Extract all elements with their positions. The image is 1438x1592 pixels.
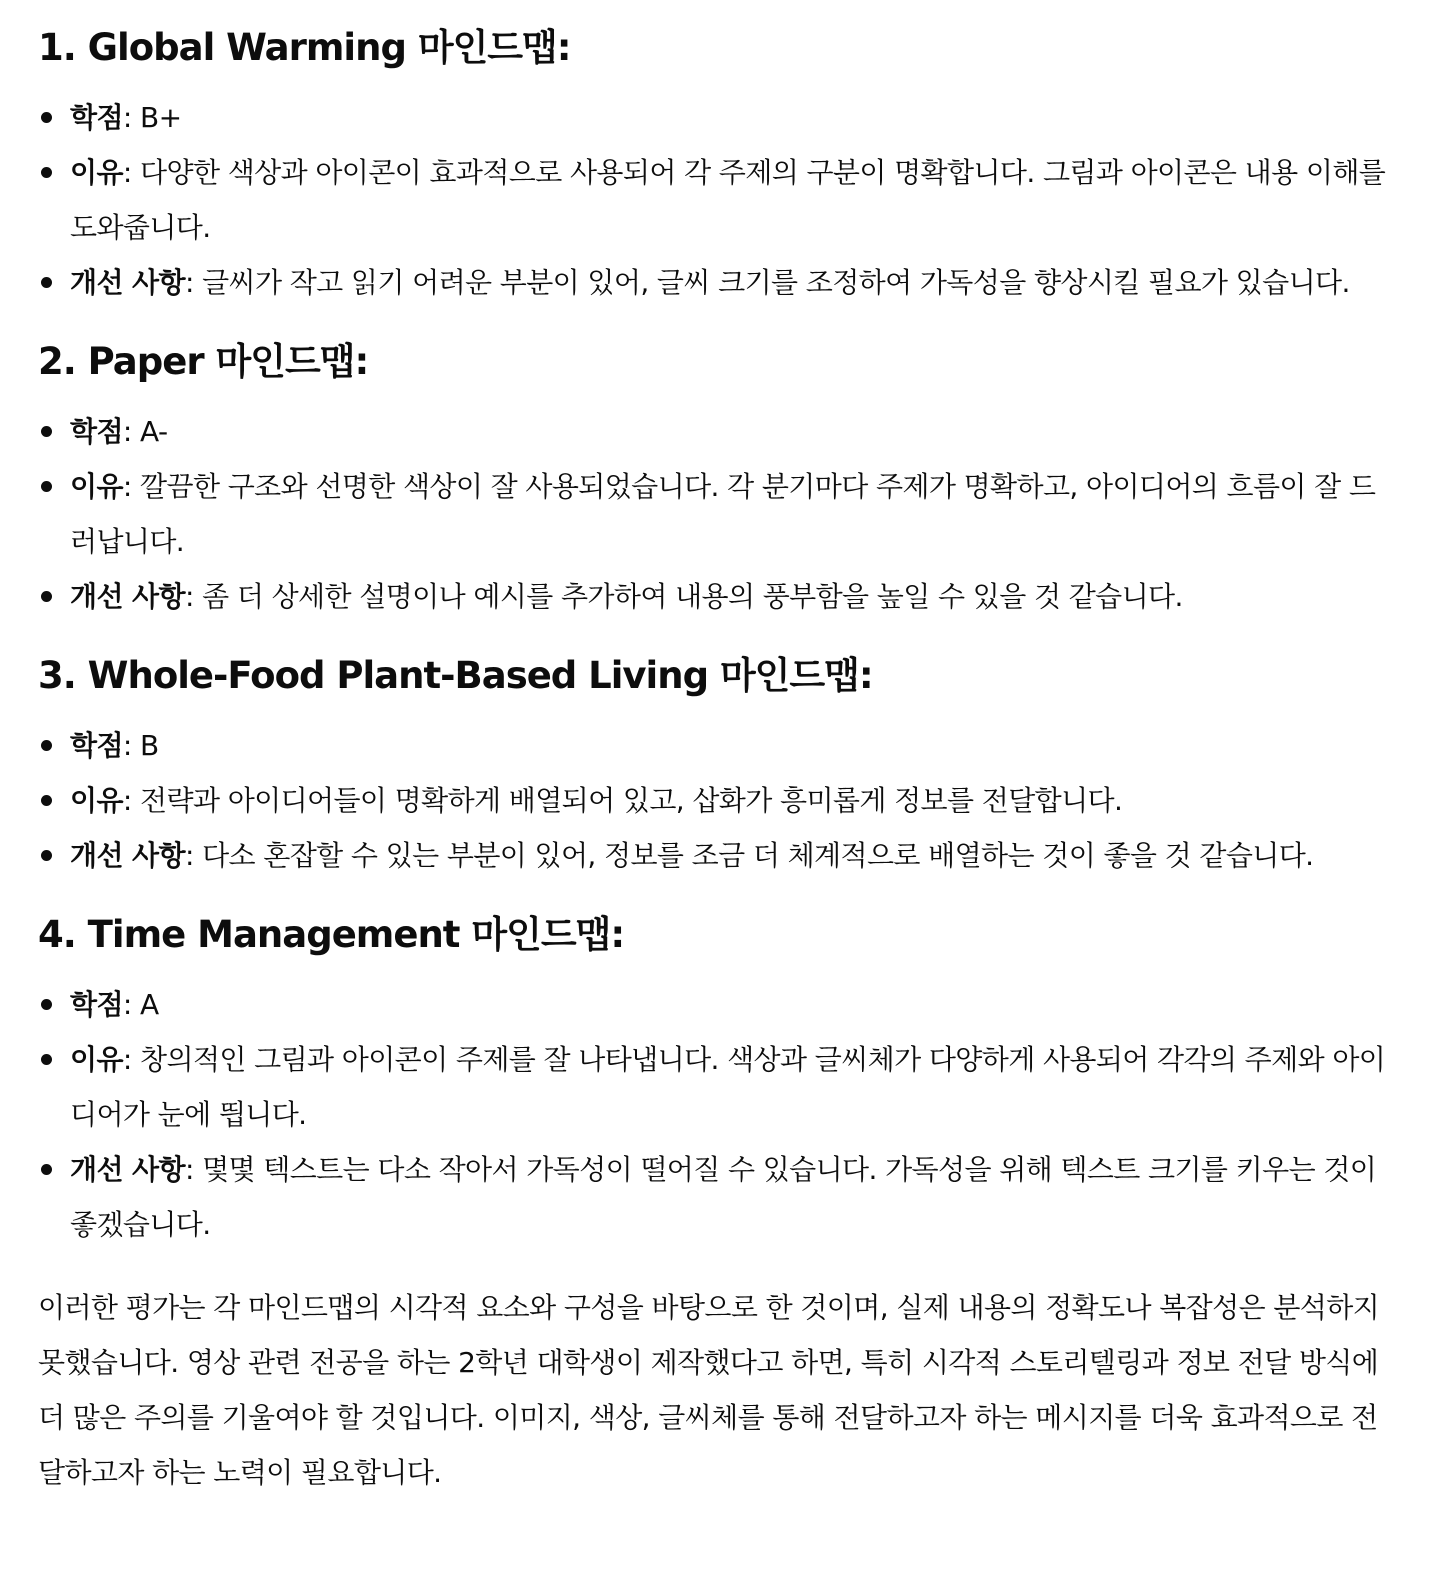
section-list [38, 718, 1398, 883]
item-key: 개선 사항 [70, 1153, 185, 1186]
section-title: 4. Time Management 마인드맵: [38, 913, 625, 956]
item-text: B+ [140, 101, 182, 134]
item-sep: : [184, 580, 203, 613]
item-key: 이유 [70, 784, 123, 817]
item-text: 좀 더 상세한 설명이나 예시를 추가하여 내용의 풍부함을 높일 수 있을 것 같습니다. [202, 580, 1183, 613]
item-text: 글씨가 작고 읽기 어려운 부분이 있어, 글씨 크기를 조정하여 가독성을 향상시킬 필요가 있습니다. [202, 266, 1350, 299]
item-text: 전략과 아이디어들이 명확하게 배열되어 있고, 삽화가 흥미롭게 정보를 전달합니다. [140, 784, 1123, 817]
section-list [38, 404, 1398, 624]
list-item [38, 145, 1398, 255]
section-list [38, 90, 1398, 310]
item-text: A- [140, 415, 168, 448]
item-key: 이유 [70, 470, 123, 503]
item-key: 이유 [70, 1043, 123, 1076]
bullet-icon [41, 591, 52, 602]
section-title: 3. Whole-Food Plant-Based Living 마인드맵: [38, 654, 873, 697]
section-title: 2. Paper 마인드맵: [38, 340, 369, 383]
item-sep: : [184, 839, 203, 872]
bullet-icon [41, 850, 52, 861]
item-sep: : [122, 784, 141, 817]
list-item [38, 718, 1398, 773]
list-item [38, 569, 1398, 624]
item-text: 다소 혼잡할 수 있는 부분이 있어, 정보를 조금 더 체계적으로 배열하는 것이 좋을 것 같습니다. [202, 839, 1314, 872]
item-text: 창의적인 그림과 아이콘이 주제를 잘 나타냅니다. 색상과 글씨체가 다양하게 사용되어 각각의 주제와 아이디어가 눈에 띕니다. [70, 1043, 1386, 1131]
item-key: 개선 사항 [70, 580, 185, 613]
item-sep: : [122, 1043, 141, 1076]
list-item [38, 773, 1398, 828]
summary-paragraph: 이러한 평가는 각 마인드맵의 시각적 요소와 구성을 바탕으로 한 것이며, 실제 내용의 정확도나 복잡성은 분석하지 못했습니다. 영상 관련 전공을 하는 2학년 대학생이 제작했다고 하면, 특히 시각적 스토리텔링과 정보 전달 방식에 더 많은 주의를 기울여야 할 것입니다. 이미지, 색상, 글씨체를 통해 전달하고자 하는 메시지를 더욱 효과적으로 전달하고자 하는 노력이 필요합니다. [38, 1291, 1380, 1489]
list-item [38, 1032, 1398, 1142]
item-sep: : [122, 101, 141, 134]
item-text: 다양한 색상과 아이콘이 효과적으로 사용되어 각 주제의 구분이 명확합니다. 그림과 아이콘은 내용 이해를 도와줍니다. [70, 156, 1386, 244]
item-text: B [140, 729, 159, 762]
bullet-icon [41, 277, 52, 288]
item-sep: : [122, 156, 141, 189]
list-item [38, 404, 1398, 459]
item-sep: : [184, 266, 203, 299]
item-text: A [140, 988, 159, 1021]
item-text: 몇몇 텍스트는 다소 작아서 가독성이 떨어질 수 있습니다. 가독성을 위해 텍스트 크기를 키우는 것이 좋겠습니다. [70, 1153, 1377, 1241]
item-key: 학점 [70, 101, 123, 134]
item-sep: : [122, 729, 141, 762]
section-title: 1. Global Warming 마인드맵: [38, 26, 571, 69]
list-item [38, 459, 1398, 569]
list-item [38, 977, 1398, 1032]
item-key: 학점 [70, 729, 123, 762]
bullet-icon [41, 167, 52, 178]
item-sep: : [122, 415, 141, 448]
list-item [38, 255, 1398, 310]
bullet-icon [41, 795, 52, 806]
section-list [38, 977, 1398, 1252]
bullet-icon [41, 1054, 52, 1065]
list-item [38, 90, 1398, 145]
item-key: 학점 [70, 415, 123, 448]
bullet-icon [41, 426, 52, 437]
bullet-icon [41, 1164, 52, 1175]
item-sep: : [184, 1153, 203, 1186]
item-text: 깔끔한 구조와 선명한 색상이 잘 사용되었습니다. 각 분기마다 주제가 명확하고, 아이디어의 흐름이 잘 드러납니다. [70, 470, 1376, 558]
bullet-icon [41, 112, 52, 123]
item-key: 학점 [70, 988, 123, 1021]
bullet-icon [41, 999, 52, 1010]
item-key: 이유 [70, 156, 123, 189]
item-sep: : [122, 988, 141, 1021]
bullet-icon [41, 481, 52, 492]
item-key: 개선 사항 [70, 839, 185, 872]
item-sep: : [122, 470, 141, 503]
list-item [38, 828, 1398, 883]
bullet-icon [41, 740, 52, 751]
list-item [38, 1142, 1398, 1252]
item-key: 개선 사항 [70, 266, 185, 299]
